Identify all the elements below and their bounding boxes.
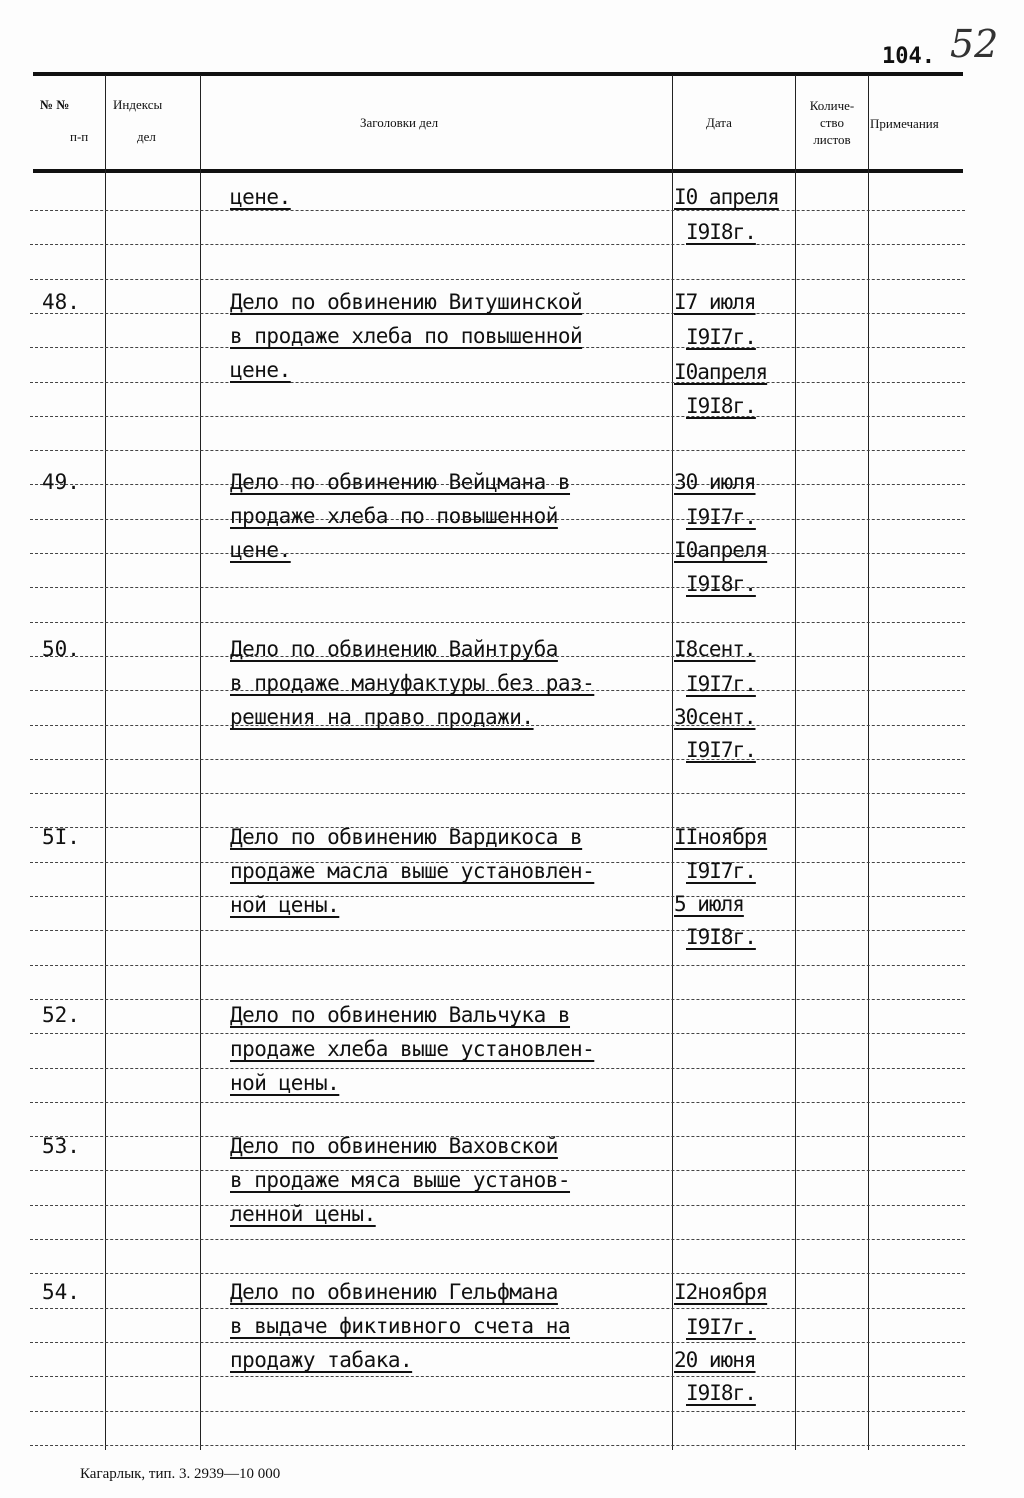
case-title-line: Дело по обвинению Гельфмана: [230, 1280, 558, 1304]
case-title-line: ной цены.: [230, 1071, 340, 1095]
case-title-line: продаже хлеба по повышенной: [230, 504, 558, 528]
ruled-line: [30, 382, 965, 383]
case-title-line: Дело по обвинению Вальчука в: [230, 1003, 571, 1027]
case-title-line: Дело по обвинению Ваховской: [230, 1134, 558, 1158]
ruled-line: [30, 1102, 965, 1103]
case-date: I9I7г.: [686, 859, 756, 883]
case-date: I9I7г.: [686, 1315, 756, 1339]
case-date: I0 апреля: [674, 185, 779, 209]
ruled-line: [30, 450, 965, 451]
case-title-line: в продаже мяса выше установ-: [230, 1168, 571, 1192]
ruled-line: [30, 793, 965, 794]
ruled-line: [30, 1033, 965, 1034]
printer-footer: Кагарлык, тип. 3. 2939—10 000: [80, 1466, 281, 1482]
case-date: I9I8г.: [686, 1381, 756, 1405]
case-number: 48.: [42, 290, 80, 314]
case-title-line: в продаже мануфактуры без раз-: [230, 671, 595, 695]
case-title-line: продаже масла выше установлен-: [230, 859, 595, 883]
ruled-line: [30, 999, 965, 1000]
header-count: Количе- ство листов: [809, 98, 855, 147]
header-index-sub: дел: [137, 129, 156, 144]
ruled-line: [30, 1342, 965, 1343]
ruled-line: [30, 279, 965, 280]
case-title-line: Дело по обвинению Вайнтруба: [230, 637, 558, 661]
ruled-line: [30, 416, 965, 417]
case-date: 5 июля: [674, 892, 744, 916]
header-num: № №: [40, 97, 70, 112]
case-date: I9I7г.: [686, 672, 756, 696]
case-date: I9I8г.: [686, 394, 756, 418]
case-number: 52.: [42, 1003, 80, 1027]
ruled-line: [30, 244, 965, 245]
case-date: I9I7г.: [686, 738, 756, 762]
header-num-sub: п-п: [70, 129, 89, 144]
case-date: I9I7г.: [686, 325, 756, 349]
case-number: 54.: [42, 1280, 80, 1304]
ruled-line: [30, 1273, 965, 1274]
ruled-line: [30, 553, 965, 554]
ruled-line: [30, 1376, 965, 1377]
case-date: I0апреля: [674, 538, 768, 562]
case-date: I8сент.: [674, 637, 756, 661]
case-title-line: ленной цены.: [230, 1202, 376, 1226]
case-title-line: цене.: [230, 538, 291, 562]
header-index: Индексы: [113, 97, 163, 112]
case-number: 50.: [42, 637, 80, 661]
ruled-line: [30, 1445, 965, 1446]
ruled-line: [30, 759, 965, 760]
page-number: 104.: [882, 44, 935, 69]
case-title-line: Дело по обвинению Вейцмана в: [230, 470, 571, 494]
header-titles: Заголовки дел: [360, 115, 439, 130]
case-number: 49.: [42, 470, 80, 494]
case-title-line: в выдаче фиктивного счета на: [230, 1314, 571, 1338]
case-title-line: Дело по обвинению Вардикоса в: [230, 825, 583, 849]
case-date: I9I8г.: [686, 925, 756, 949]
ruled-line: [30, 622, 965, 623]
case-title-line: продажу табака.: [230, 1348, 413, 1372]
ruled-line: [30, 1205, 965, 1206]
ruled-line: [30, 587, 965, 588]
case-date: 30 июля: [674, 470, 756, 494]
case-date: I9I7г.: [686, 505, 756, 529]
case-title-line: цене.: [230, 358, 291, 382]
case-date: 20 июня: [674, 1348, 756, 1372]
case-title-line: решения на право продажи.: [230, 705, 534, 729]
case-date: I0апреля: [674, 360, 768, 384]
case-title-line: Дело по обвинению Витушинской: [230, 290, 583, 314]
ruled-line: [30, 930, 965, 931]
case-date: 30сент.: [674, 705, 756, 729]
ruled-line: [30, 965, 965, 966]
ruled-line: [30, 1308, 965, 1309]
case-date: IIноября: [674, 825, 768, 849]
ruled-line: [30, 896, 965, 897]
header-notes: Примечания: [870, 116, 939, 131]
case-title-line: продаже хлеба выше установлен-: [230, 1037, 595, 1061]
case-date: I7 июля: [674, 290, 756, 314]
case-number: 53.: [42, 1134, 80, 1158]
case-date: I9I8г.: [686, 220, 756, 244]
case-date: I2ноября: [674, 1280, 768, 1304]
case-number: 5I.: [42, 825, 80, 849]
header-date: Дата: [706, 115, 732, 130]
handwritten-page-number: 52: [950, 22, 999, 66]
case-title-line: ной цены.: [230, 893, 340, 917]
ruled-line: [30, 1239, 965, 1240]
case-title-line: цене.: [230, 185, 291, 209]
ruled-line: [30, 210, 965, 211]
case-date: I9I8г.: [686, 572, 756, 596]
ruled-line: [30, 1068, 965, 1069]
case-title-line: в продаже хлеба по повышенной: [230, 324, 583, 348]
ruled-line: [30, 1411, 965, 1412]
